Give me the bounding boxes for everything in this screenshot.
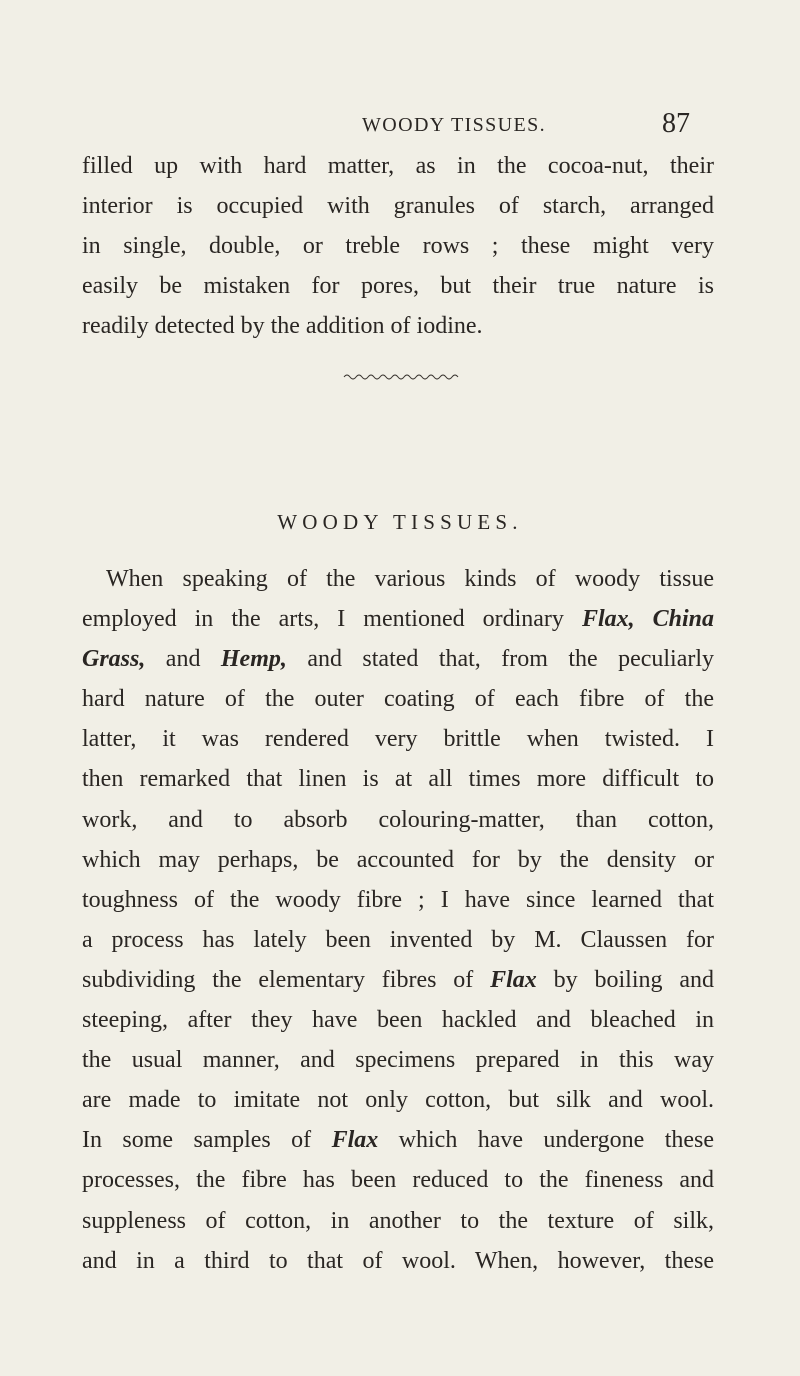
italic-term: Flax (331, 1127, 379, 1154)
text-segment: In some samples of (82, 1127, 312, 1154)
text-line: interior is occupied with granules of starch, arranged (82, 193, 714, 220)
text-line: easily be mistaken for pores, but their true nature is (82, 273, 714, 300)
text-line: are made to imitate not only cotton, but silk and wool. (82, 1087, 714, 1114)
italic-term: Hemp, (220, 646, 287, 673)
text-line: and in a third to that of wool. When, however, these (82, 1247, 714, 1274)
italic-term: Flax (490, 966, 537, 993)
wavy-divider-ornament (342, 370, 460, 384)
text-line (82, 639, 714, 679)
text-line: hard nature of the outer coating of each fibre of the (82, 686, 714, 713)
text-line: suppleness of cotton, in another to the texture of silk, (82, 1207, 714, 1234)
text-segment: and (165, 646, 201, 673)
text-line: steeping, after they have been hackled and bleached in (82, 1007, 714, 1034)
page-number: 87 (662, 108, 690, 139)
text-line: filled up with hard matter, as in the cocoa-nut, their (82, 153, 714, 179)
text-line: the usual manner, and specimens prepared in this way (82, 1047, 714, 1074)
text-line: latter, it was rendered very brittle when twisted. I (82, 726, 714, 753)
text-line (82, 960, 714, 1000)
text-line: then remarked that linen is at all times more difficult to (82, 766, 714, 793)
text-segment: employed in the arts, I mentioned ordinary (82, 606, 564, 633)
italic-term: Flax, (581, 606, 635, 633)
paragraph-1 (82, 146, 714, 346)
text-segment: which have undergone these (398, 1127, 715, 1154)
text-segment: When speaking of the various kinds of woody tissue (106, 566, 714, 592)
text-line (82, 559, 714, 599)
text-line: readily detected by the addition of iodine. (82, 313, 483, 340)
text-line: toughness of the woody fibre ; I have since learned that (82, 886, 714, 913)
italic-term: Grass, (82, 646, 146, 673)
text-line: a process has lately been invented by M. Claussen for (82, 926, 714, 953)
paragraph-2 (82, 559, 714, 1281)
text-line (82, 599, 714, 639)
text-segment: and stated that, from the peculiarly (307, 646, 715, 673)
section-heading: WOODY TISSUES. (277, 510, 523, 534)
text-line: which may perhaps, be accounted for by the density or (82, 846, 714, 873)
italic-term: China (652, 606, 715, 633)
text-segment: subdividing the elementary fibres of (82, 966, 474, 993)
text-line: processes, the fibre has been reduced to the fineness and (82, 1167, 714, 1194)
text-line: in single, double, or treble rows ; these might very (82, 233, 714, 260)
text-line (82, 1120, 714, 1160)
text-line: work, and to absorb colouring-matter, than cotton, (82, 806, 714, 833)
running-title: WOODY TISSUES. (362, 114, 547, 136)
text-segment: by boiling and (553, 966, 714, 993)
